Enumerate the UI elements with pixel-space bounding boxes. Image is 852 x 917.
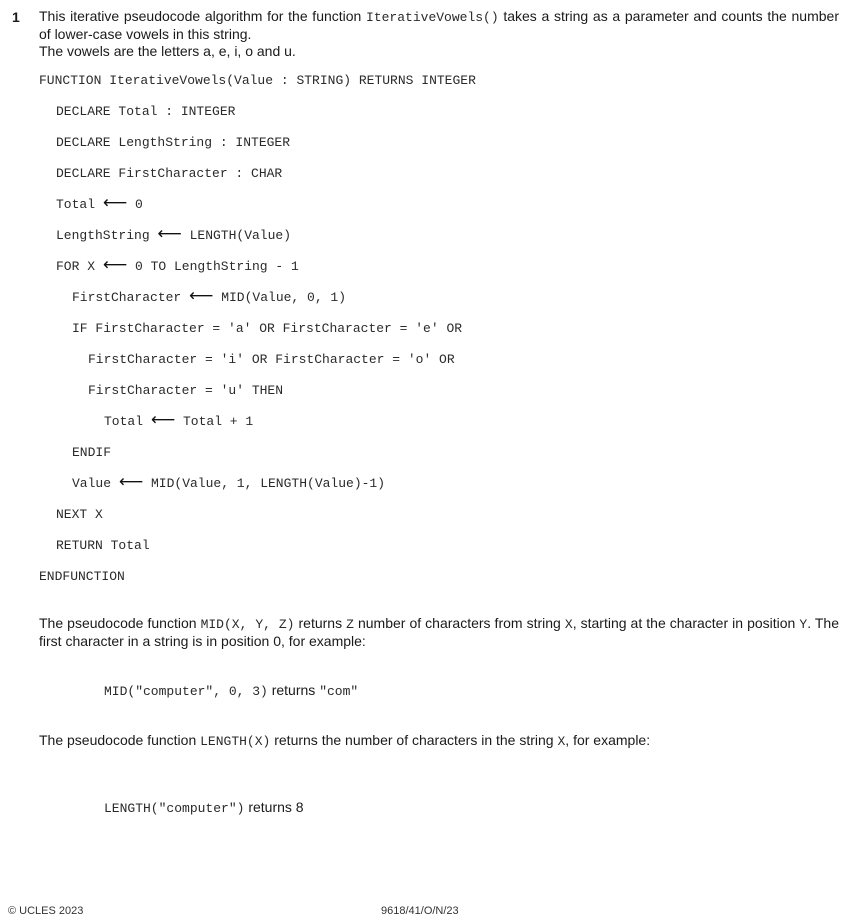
assignment-arrow-icon: ⟵	[150, 410, 176, 430]
intro-function-name: IterativeVowels()	[366, 10, 499, 25]
question-number: 1	[12, 9, 20, 25]
footer-paper-code: 9618/41/O/N/23	[381, 905, 459, 917]
code-line-2: DECLARE Total : INTEGER	[56, 104, 236, 119]
mid-description	[39, 615, 839, 650]
code-text: FOR X	[56, 259, 103, 274]
code-text: Total + 1	[175, 414, 254, 429]
code-line-17: ENDFUNCTION	[39, 569, 125, 584]
desc-text: returns	[294, 615, 347, 631]
length-description-paragraph	[39, 732, 839, 750]
code-text: LengthString	[56, 228, 158, 243]
code-text: 0 TO LengthString - 1	[127, 259, 299, 274]
mid-description-paragraph	[39, 615, 839, 650]
code-text: FirstCharacter	[72, 290, 190, 305]
desc-code: Z	[346, 617, 354, 632]
desc-text: The pseudocode function	[39, 615, 201, 631]
intro-text-continued: takes a string as a parameter and counts the number of lower-case vowels in this string.	[39, 8, 839, 42]
intro-paragraph	[39, 8, 839, 43]
code-text: MID(Value, 1, LENGTH(Value)-1)	[143, 476, 386, 491]
code-text: Total	[56, 197, 103, 212]
desc-text: returns the number of characters in the string	[270, 732, 558, 748]
code-line-10: FirstCharacter = 'i' OR FirstCharacter = 'o' OR	[88, 352, 455, 367]
desc-code: Y	[799, 617, 808, 632]
code-line-11: FirstCharacter = 'u' THEN	[88, 383, 284, 398]
desc-text: , for example:	[565, 732, 651, 748]
length-example	[104, 798, 304, 818]
code-line-6	[56, 224, 292, 245]
code-line-1: FUNCTION IterativeVowels(Value : STRING) RETURNS INTEGER	[39, 73, 476, 88]
mid-example	[104, 681, 358, 701]
code-text: MID(Value, 0, 1)	[213, 290, 347, 305]
assignment-arrow-icon: ⟵	[157, 224, 182, 244]
code-line-5	[56, 193, 143, 214]
desc-text: . The first character in a string is in position 0, for example:	[39, 615, 839, 649]
example-result: "com"	[319, 684, 359, 699]
length-description	[39, 732, 839, 750]
assignment-arrow-icon: ⟵	[102, 193, 128, 213]
code-line-8	[72, 286, 347, 307]
question-intro	[39, 8, 839, 60]
code-text: 0	[127, 197, 143, 212]
example-text: returns	[267, 682, 320, 698]
code-text: Total	[104, 414, 151, 429]
code-line-9: IF FirstCharacter = 'a' OR FirstCharacter = 'e' OR	[72, 321, 463, 336]
desc-text: , starting at the character in position	[572, 615, 800, 631]
desc-code: LENGTH(X)	[200, 734, 271, 749]
code-text: Value	[72, 476, 119, 491]
desc-code: X	[564, 617, 573, 632]
code-line-12	[104, 410, 254, 431]
code-line-3: DECLARE LengthString : INTEGER	[56, 135, 291, 150]
assignment-arrow-icon: ⟵	[118, 472, 144, 492]
assignment-arrow-icon: ⟵	[189, 286, 214, 306]
code-line-15: NEXT X	[56, 507, 103, 522]
code-line-14	[72, 472, 386, 493]
desc-text: number of characters from string	[353, 615, 565, 631]
code-line-7	[56, 255, 299, 276]
desc-text: The pseudocode function	[39, 732, 201, 748]
code-line-4: DECLARE FirstCharacter : CHAR	[56, 166, 283, 181]
footer-copyright: © UCLES 2023	[8, 905, 84, 917]
desc-code: MID(X, Y, Z)	[200, 617, 295, 632]
code-line-16: RETURN Total	[56, 538, 150, 553]
desc-code: X	[557, 734, 566, 749]
example-text: returns 8	[244, 799, 304, 815]
assignment-arrow-icon: ⟵	[102, 255, 128, 275]
vowels-sentence: The vowels are the letters a, e, i, o and u.	[39, 43, 296, 59]
code-text: LENGTH(Value)	[181, 228, 292, 243]
intro-text: This iterative pseudocode algorithm for the function	[39, 8, 367, 24]
example-code: MID("computer", 0, 3)	[104, 684, 268, 699]
code-line-13: ENDIF	[72, 445, 112, 460]
example-code: LENGTH("computer")	[104, 801, 245, 816]
